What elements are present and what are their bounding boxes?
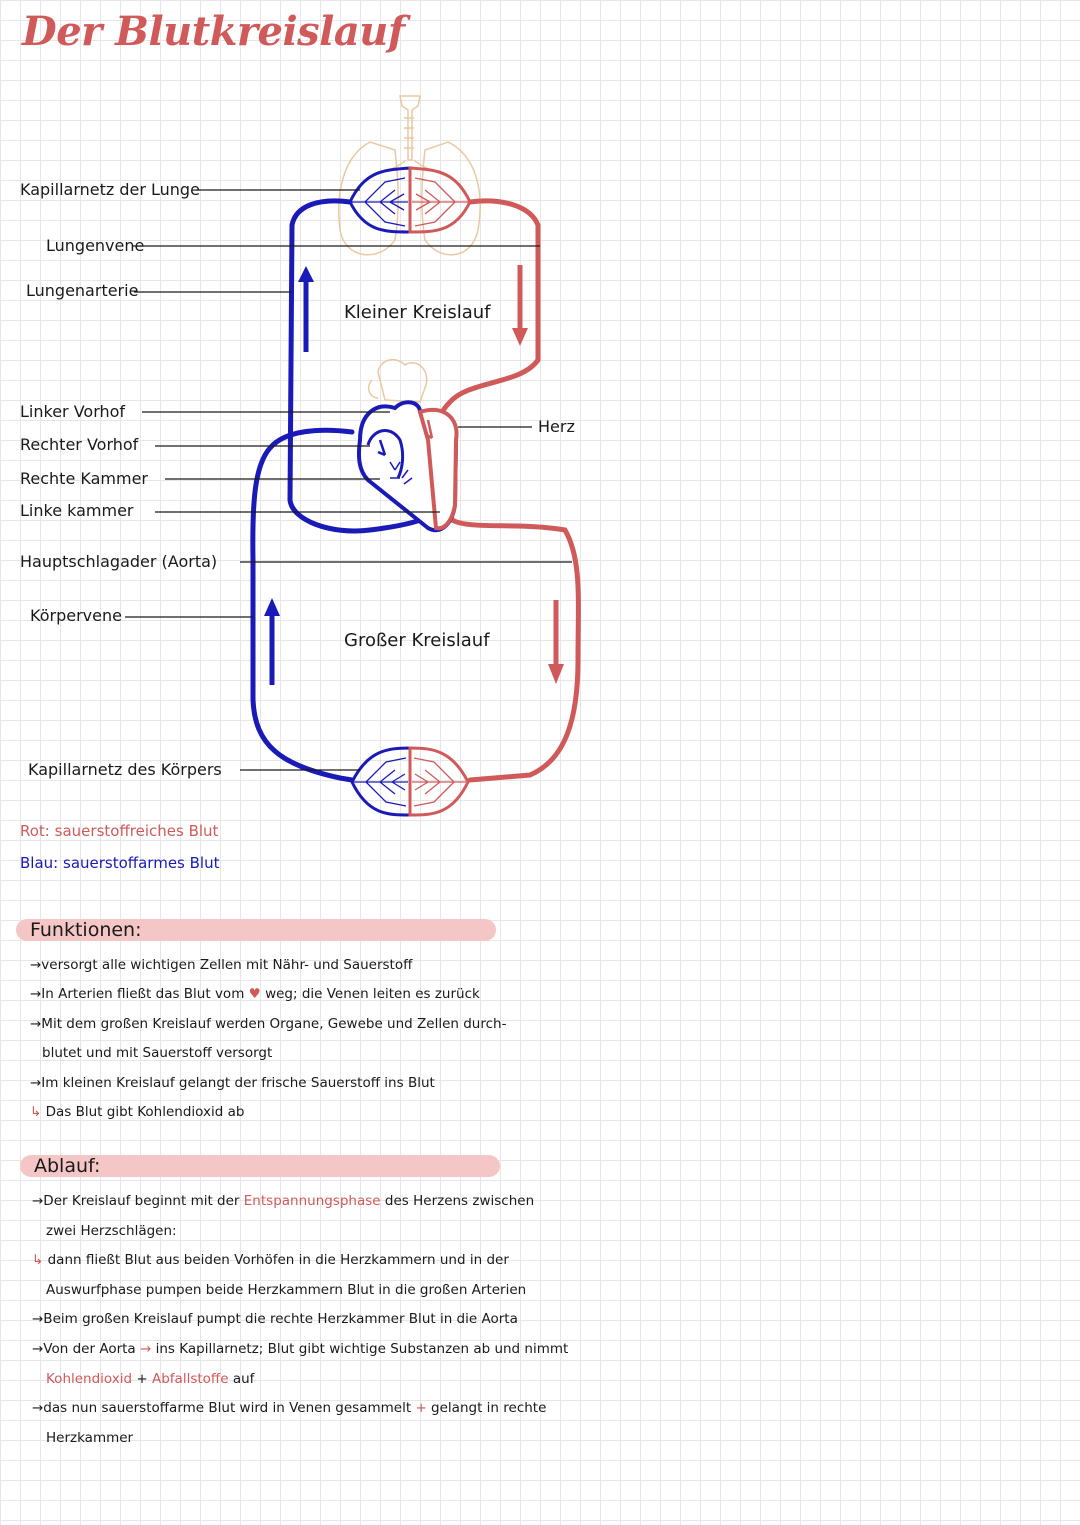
ablauf-line-6-c: ins Kapillarnetz; Blut gibt wichtige Substanzen ab und nimmt <box>155 1341 569 1357</box>
ablauf-line-8-c: gelangt in rechte <box>431 1400 547 1416</box>
ablauf-line-8 <box>32 1400 546 1416</box>
heart-icon: ♥ <box>248 986 261 1002</box>
label-lungenvene: Lungenvene <box>46 236 145 255</box>
ablauf-line-3 <box>32 1252 509 1268</box>
label-grosser-kreislauf: Großer Kreislauf <box>344 630 490 651</box>
lungs-illustration <box>339 96 480 402</box>
funktionen-line-2-a: →In Arterien fließt das Blut vom <box>30 986 245 1002</box>
lung-capillary-network <box>350 168 470 232</box>
legend-blue <box>20 854 219 872</box>
ablauf-abfallstoffe: Abfallstoffe <box>152 1371 229 1387</box>
return-arrow-icon: ↳ <box>32 1252 44 1268</box>
ablauf-plus-2: + <box>415 1400 427 1416</box>
ablauf-line-6-a: →Von der Aorta <box>32 1341 136 1357</box>
label-herz: Herz <box>538 417 575 436</box>
ablauf-line-7 <box>46 1371 254 1387</box>
funktionen-line-3: →Mit dem großen Kreislauf werden Organe, Gewebe und Zellen durch- <box>30 1016 507 1032</box>
ablauf-line-8-a: →das nun sauerstoffarme Blut wird in Venen gesammelt <box>32 1400 412 1416</box>
legend-red <box>20 822 218 840</box>
legend-red-key: Rot: <box>20 822 50 840</box>
label-linke-kammer: Linke kammer <box>20 501 134 520</box>
red-vessels <box>438 201 578 780</box>
label-linker-vorhof: Linker Vorhof <box>20 402 126 421</box>
label-rechter-vorhof: Rechter Vorhof <box>20 435 139 454</box>
ablauf-heading: Ablauf: <box>20 1155 500 1177</box>
legend-red-text: sauerstoffreiches Blut <box>54 822 219 840</box>
label-rechte-kammer: Rechte Kammer <box>20 469 148 488</box>
arrow-right-icon: → <box>140 1341 152 1357</box>
ablauf-line-3-text: dann fließt Blut aus beiden Vorhöfen in die Herzkammern und in der <box>47 1252 509 1268</box>
label-kapillarnetz-koerper: Kapillarnetz des Körpers <box>28 760 222 779</box>
ablauf-line-9: Herzkammer <box>46 1430 134 1446</box>
heart-illustration <box>359 402 457 530</box>
funktionen-line-2-c: weg; die Venen leiten es zurück <box>265 986 480 1002</box>
label-lungenarterie: Lungenarterie <box>26 281 139 300</box>
ablauf-line-2: zwei Herzschlägen: <box>46 1223 177 1239</box>
funktionen-line-6 <box>30 1104 244 1120</box>
ablauf-line-5: →Beim großen Kreislauf pumpt die rechte Herzkammer Blut in die Aorta <box>32 1311 518 1327</box>
ablauf-line-1-c: des Herzens zwischen <box>384 1193 535 1209</box>
funktionen-line-5: →Im kleinen Kreislauf gelangt der frische Sauerstoff ins Blut <box>30 1075 435 1091</box>
label-kapillarnetz-lunge: Kapillarnetz der Lunge <box>20 180 200 199</box>
return-arrow-icon: ↳ <box>30 1104 42 1120</box>
label-aorta: Hauptschlagader (Aorta) <box>20 552 218 571</box>
ablauf-line-6 <box>32 1341 568 1357</box>
ablauf-line-1 <box>32 1193 534 1209</box>
funktionen-line-2 <box>30 986 480 1002</box>
page-title: Der Blutkreislauf <box>22 8 405 55</box>
ablauf-line-1-a: →Der Kreislauf beginnt mit der <box>32 1193 240 1209</box>
funktionen-heading: Funktionen: <box>16 919 496 941</box>
ablauf-plus: + <box>136 1371 148 1387</box>
funktionen-line-1: →versorgt alle wichtigen Zellen mit Nähr- und Sauerstoff <box>30 957 413 973</box>
legend-blue-text: sauerstoffarmes Blut <box>63 854 220 872</box>
body-capillary-network <box>352 748 468 815</box>
funktionen-line-4: blutet und mit Sauerstoff versorgt <box>42 1045 273 1061</box>
ablauf-kohlendioxid: Kohlendioxid <box>46 1371 133 1387</box>
ablauf-entspannungsphase: Entspannungsphase <box>243 1193 381 1209</box>
label-leader-lines <box>125 190 572 770</box>
funktionen-line-6-text: Das Blut gibt Kohlendioxid ab <box>45 1104 245 1120</box>
ablauf-line-4: Auswurfphase pumpen beide Herzkammern Blut in die großen Arterien <box>46 1282 527 1298</box>
label-koerpervene: Körpervene <box>30 606 122 625</box>
ablauf-line-7-d: auf <box>232 1371 255 1387</box>
legend-blue-key: Blau: <box>20 854 59 872</box>
label-kleiner-kreislauf: Kleiner Kreislauf <box>344 302 491 323</box>
